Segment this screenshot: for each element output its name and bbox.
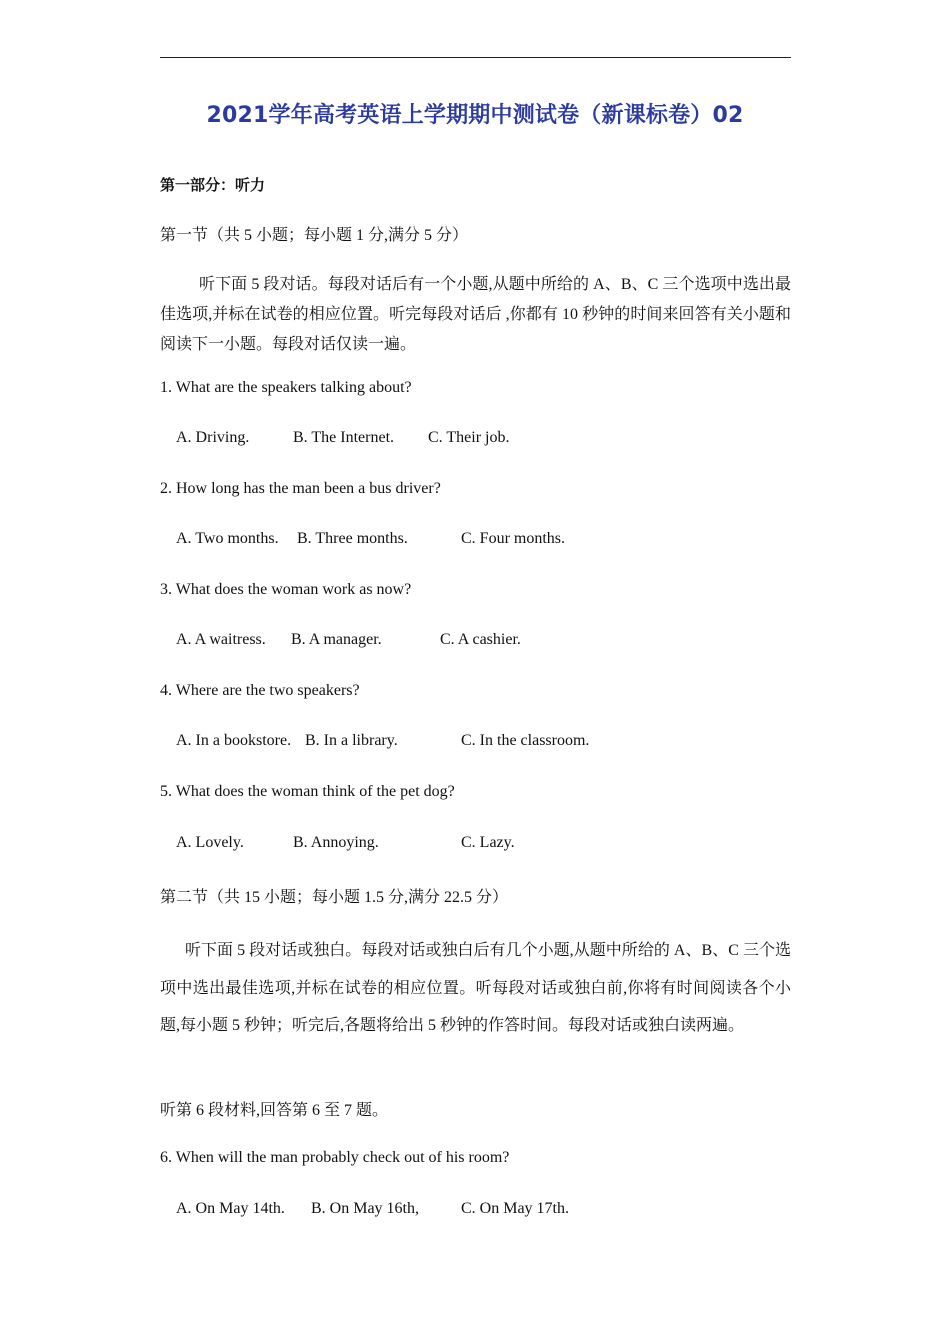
option-a: A. Lovely.: [176, 834, 244, 851]
option-b: B. Three months.: [297, 530, 408, 547]
section1-heading: 第一节（共 5 小题；每小题 1 分,满分 5 分）: [160, 227, 469, 244]
option-a: A. A waitress.: [176, 631, 266, 648]
question-stem: 5. What does the woman think of the pet dog?: [160, 783, 455, 800]
option-c: C. A cashier.: [440, 631, 521, 648]
option-c: C. Their job.: [428, 429, 510, 446]
option-b: B. Annoying.: [293, 834, 379, 851]
question-stem: 2. How long has the man been a bus driver?: [160, 480, 441, 497]
option-a: A. Two months.: [176, 530, 279, 547]
question-stem: 3. What does the woman work as now?: [160, 581, 412, 598]
option-b: B. On May 16th,: [311, 1200, 419, 1217]
material6-intro: 听第 6 段材料,回答第 6 至 7 题。: [160, 1102, 389, 1119]
option-b: B. In a library.: [305, 732, 398, 749]
question-stem: 1. What are the speakers talking about?: [160, 379, 412, 396]
option-a: A. Driving.: [176, 429, 250, 446]
question-stem: 4. Where are the two speakers?: [160, 682, 360, 699]
option-b: B. A manager.: [291, 631, 382, 648]
option-c: C. Lazy.: [461, 834, 515, 851]
option-c: C. On May 17th.: [461, 1200, 569, 1217]
part1-heading: 第一部分：听力: [160, 176, 266, 194]
header-rule: [160, 57, 791, 58]
option-a: A. In a bookstore.: [176, 732, 292, 749]
section2-heading: 第二节（共 15 小题；每小题 1.5 分,满分 22.5 分）: [160, 889, 509, 906]
option-c: C. In the classroom.: [461, 732, 590, 749]
option-b: B. The Internet.: [293, 429, 395, 446]
page-title: 2021学年高考英语上学期期中测试卷（新课标卷）02: [206, 103, 744, 128]
section2-instructions: 听下面 5 段对话或独白。每段对话或独白后有几个小题,从题中所给的 A、B、C 三个选项中选出最佳选项,并标在试卷的相应位置。听每段对话或独白前,你将有时间阅读各个小题,每小题 5 秒钟；听完后,各题将给出 5 秒钟的作答时间。每段对话或独白读两遍。: [160, 942, 791, 1034]
option-a: A. On May 14th.: [176, 1200, 285, 1217]
option-c: C. Four months.: [461, 530, 566, 547]
question-stem: 6. When will the man probably check out of his room?: [160, 1149, 510, 1166]
section1-instructions: 听下面 5 段对话。每段对话后有一个小题,从题中所给的 A、B、C 三个选项中选出最佳选项,并标在试卷的相应位置。听完每段对话后 ,你都有 10 秒钟的时间来回答有关小题和阅读下一小题。每段对话仅读一遍。: [160, 276, 791, 353]
